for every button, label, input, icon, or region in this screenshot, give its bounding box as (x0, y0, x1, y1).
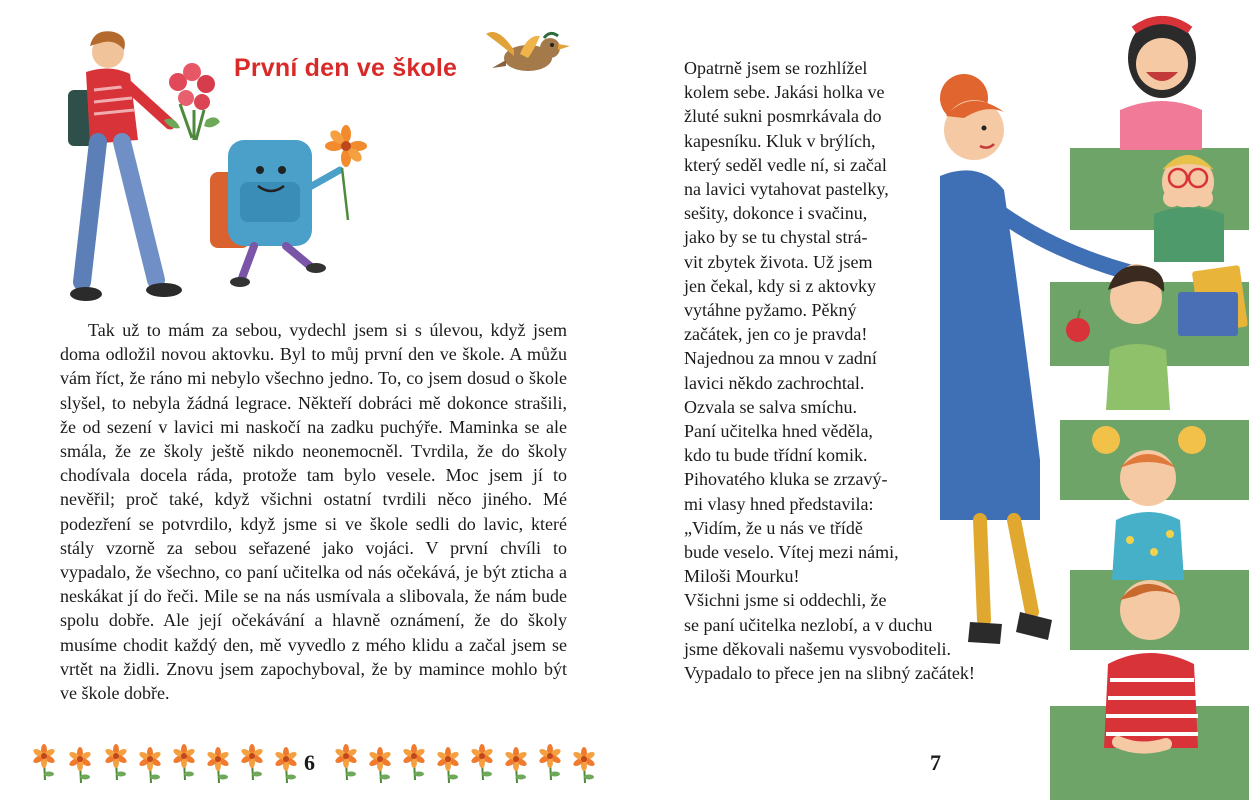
text-line: Paní učitelka hned věděla, (684, 421, 873, 442)
text-line: Všichni jsme si oddechli, že (684, 590, 887, 611)
page-number-left: 6 (304, 750, 315, 775)
text-line: mi vlasy hned představila: (684, 493, 874, 514)
text-line: bude veselo. Vítej mezi námi, (684, 542, 899, 563)
small-flower-icon (138, 747, 162, 783)
text-line: Opatrně jsem se rozhlížel (684, 58, 868, 78)
text-line: sešity, dokonce i svačinu, (684, 203, 868, 224)
small-flower-icon (68, 747, 92, 783)
text-line: „Vidím, že u nás ve třídě (684, 517, 863, 538)
boy-with-backpack-illustration (60, 20, 380, 310)
story-text-right (684, 56, 984, 685)
text-line: který seděl vedle ní, si začal (684, 154, 887, 175)
small-flower-icon (334, 744, 358, 780)
classroom-illustration (940, 0, 1249, 800)
text-line: Najednou za mnou v zadní (684, 348, 877, 369)
small-flower-icon (572, 747, 596, 783)
small-flower-icon (504, 747, 528, 783)
text-line: kolem sebe. Jakási holka ve (684, 82, 885, 103)
text-line: se paní učitelka nezlobí, a v duchu (684, 614, 933, 635)
small-flower-icon (206, 747, 230, 783)
right-page (625, 0, 1249, 800)
text-line: začátek, jen co je pravda! (684, 324, 868, 345)
small-flower-icon (32, 744, 56, 780)
small-flower-icon (274, 747, 298, 783)
text-line: Ozvala se salva smíchu. (684, 396, 857, 417)
text-line: kapesníku. Kluk v brýlích, (684, 130, 876, 151)
small-flower-icon (402, 744, 426, 780)
text-line: Pihovatého kluka se zrzavý- (684, 469, 888, 490)
small-flower-icon (470, 744, 494, 780)
small-flower-icon (436, 747, 460, 783)
small-flower-icon (240, 744, 264, 780)
small-flower-icon (368, 747, 392, 783)
story-paragraph: Tak už to mám za sebou, vydechl jsem si s úlevou, když jsem doma odložil novou aktovku. Byl to můj první den ve škole. A můžu vám říct, že ráno mi nebylo všechno jedno. To, co jsem dosud o škole slyšel, to nebyla žádná legrace. Někteří dobráci mě dokonce strašili, že od sezení v lavici mi naskočí na zadku puchýře. Maminka se ale smála, že ze školy ještě nikdo neonemocněl. Tvrdila, že do školy chodívala docela ráda, protože tam bylo vesele. Moc jsem jí to nevěřil; proč také, když všichni ostatní tvrdili něco jiného. Mé podezření se potvrdilo, když jsme si ve škole sedli do lavic, které stály vzorně za sebou seřazené jako vojáci. V první chvíli to vypadalo, že všechno, co paní učitelka od nás očekává, je být zticha a neskákat jí do řeči. Mile se na nás usmívala a slibovala, že nám bude spolu dobře. Ale její očekávání a hlavně oznámení, že do školy musíme chodit každý den, mě vyvedlo z mého klidu a začal jsem se vrtět na židli. Znovu jsem zapochyboval, že by mamince mohlo být ve škole dobře. (60, 320, 567, 704)
text-line: kdo tu bude třídní komik. (684, 445, 868, 466)
text-line: Miloši Mourku! (684, 566, 800, 587)
text-line: jako by se tu chystal strá- (684, 227, 868, 248)
page-number-right: 7 (930, 750, 941, 775)
small-flower-icon (538, 744, 562, 780)
text-line: jen čekal, kdy si z aktovky (684, 275, 876, 296)
text-line: lavici někdo zachrochtal. (684, 372, 865, 393)
text-line: na lavici vytahovat pastelky, (684, 179, 889, 200)
chapter-title: První den ve škole (234, 54, 458, 82)
text-line: Vypadalo to přece jen na slibný začátek! (684, 663, 975, 684)
small-flower-icon (104, 744, 128, 780)
text-line: vytáhne pyžamo. Pěkný (684, 300, 857, 321)
text-line: žluté sukni posmrkávala do (684, 106, 882, 127)
text-line: jsme děkovali našemu vysvoboditeli. (684, 638, 951, 659)
text-line: vit zbytek života. Už jsem (684, 251, 873, 272)
small-flower-icon (172, 744, 196, 780)
story-text-left (60, 318, 567, 705)
flying-bird-illustration (484, 20, 570, 82)
